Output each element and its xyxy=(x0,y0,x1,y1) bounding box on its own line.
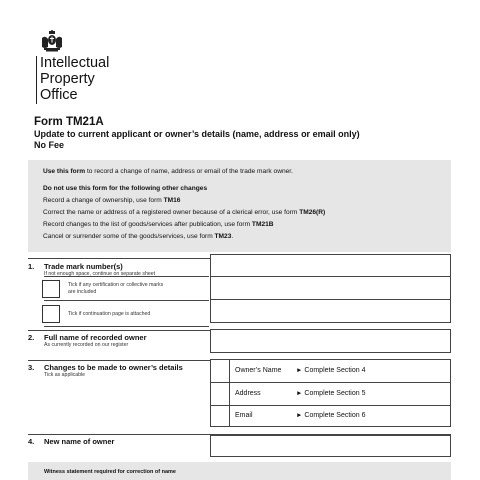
owner-name-note: As currently recorded on our register xyxy=(44,342,129,348)
info-item: Record a change of ownership, use form TM16 xyxy=(43,197,181,204)
option-email-action: ► Complete Section 6 xyxy=(296,412,366,419)
checkbox-column-rule xyxy=(229,359,230,427)
row-rule xyxy=(44,276,209,277)
logo-divider xyxy=(36,56,37,104)
do-not-use-heading: Do not use this form for the following other changes xyxy=(43,185,208,192)
section-number: 4. xyxy=(28,437,35,446)
org-name-line3: Office xyxy=(40,87,78,103)
owner-name-label: Full name of recorded owner xyxy=(44,333,147,342)
form-fee: No Fee xyxy=(34,140,65,150)
arrow-right-icon: ► xyxy=(296,412,303,419)
org-name-line2: Property xyxy=(40,71,95,87)
witness-statement-note: Witness statement required for correction of name xyxy=(44,469,176,475)
guidance-box xyxy=(28,160,451,252)
use-form-text: Use this form to record a change of name, address or email of the trade mark owner. xyxy=(43,168,293,175)
row-rule xyxy=(44,326,209,327)
continuation-page-label: Tick if continuation page is attached xyxy=(68,311,151,317)
option-email: Email xyxy=(235,412,253,419)
section-number: 1. xyxy=(28,262,35,271)
trade-mark-numbers-label: Trade mark number(s) xyxy=(44,262,123,271)
option-owners-name: Owner’s Name xyxy=(235,367,282,374)
info-item: Cancel or surrender some of the goods/services, use form TM23. xyxy=(43,233,234,240)
section-number: 2. xyxy=(28,333,35,342)
owners-name-checkbox[interactable] xyxy=(211,360,229,382)
owner-name-field[interactable] xyxy=(210,329,451,353)
changes-note: Tick as applicable xyxy=(44,372,86,378)
changes-label: Changes to be made to owner’s details xyxy=(44,363,183,372)
option-address: Address xyxy=(235,390,261,397)
row-rule xyxy=(44,300,209,301)
field-row-rule xyxy=(210,405,451,406)
certification-marks-label: Tick if any certification or collective marks are included xyxy=(68,282,164,295)
form-subtitle: Update to current applicant or owner’s details (name, address or email only) xyxy=(34,129,360,139)
new-owner-name-label: New name of owner xyxy=(44,437,115,446)
field-row-rule xyxy=(210,276,451,277)
field-row-rule xyxy=(210,382,451,383)
field-row-rule xyxy=(210,299,451,300)
info-item: Correct the name or address of a registered owner because of a clerical error, use form TM26(R) xyxy=(43,209,326,216)
org-name xyxy=(40,55,109,103)
form-title: Form TM21A xyxy=(34,116,104,128)
org-name-line1: Intellectual xyxy=(40,55,110,71)
trade-mark-numbers-note: If not enough space, continue on separate sheet xyxy=(44,271,156,277)
address-checkbox[interactable] xyxy=(211,383,229,405)
certification-marks-checkbox[interactable] xyxy=(42,280,60,298)
option-address-action: ► Complete Section 5 xyxy=(296,390,366,397)
arrow-right-icon: ► xyxy=(296,367,303,374)
option-owners-name-action: ► Complete Section 4 xyxy=(296,367,366,374)
arrow-right-icon: ► xyxy=(296,390,303,397)
info-item: Record changes to the list of goods/services after publication, use form TM21B xyxy=(43,221,274,228)
section-number: 3. xyxy=(28,363,35,372)
continuation-page-checkbox[interactable] xyxy=(42,305,60,323)
trade-mark-numbers-field[interactable] xyxy=(210,254,451,323)
royal-crest-icon xyxy=(40,30,64,52)
new-owner-name-field[interactable] xyxy=(210,435,451,457)
email-checkbox[interactable] xyxy=(211,406,229,426)
